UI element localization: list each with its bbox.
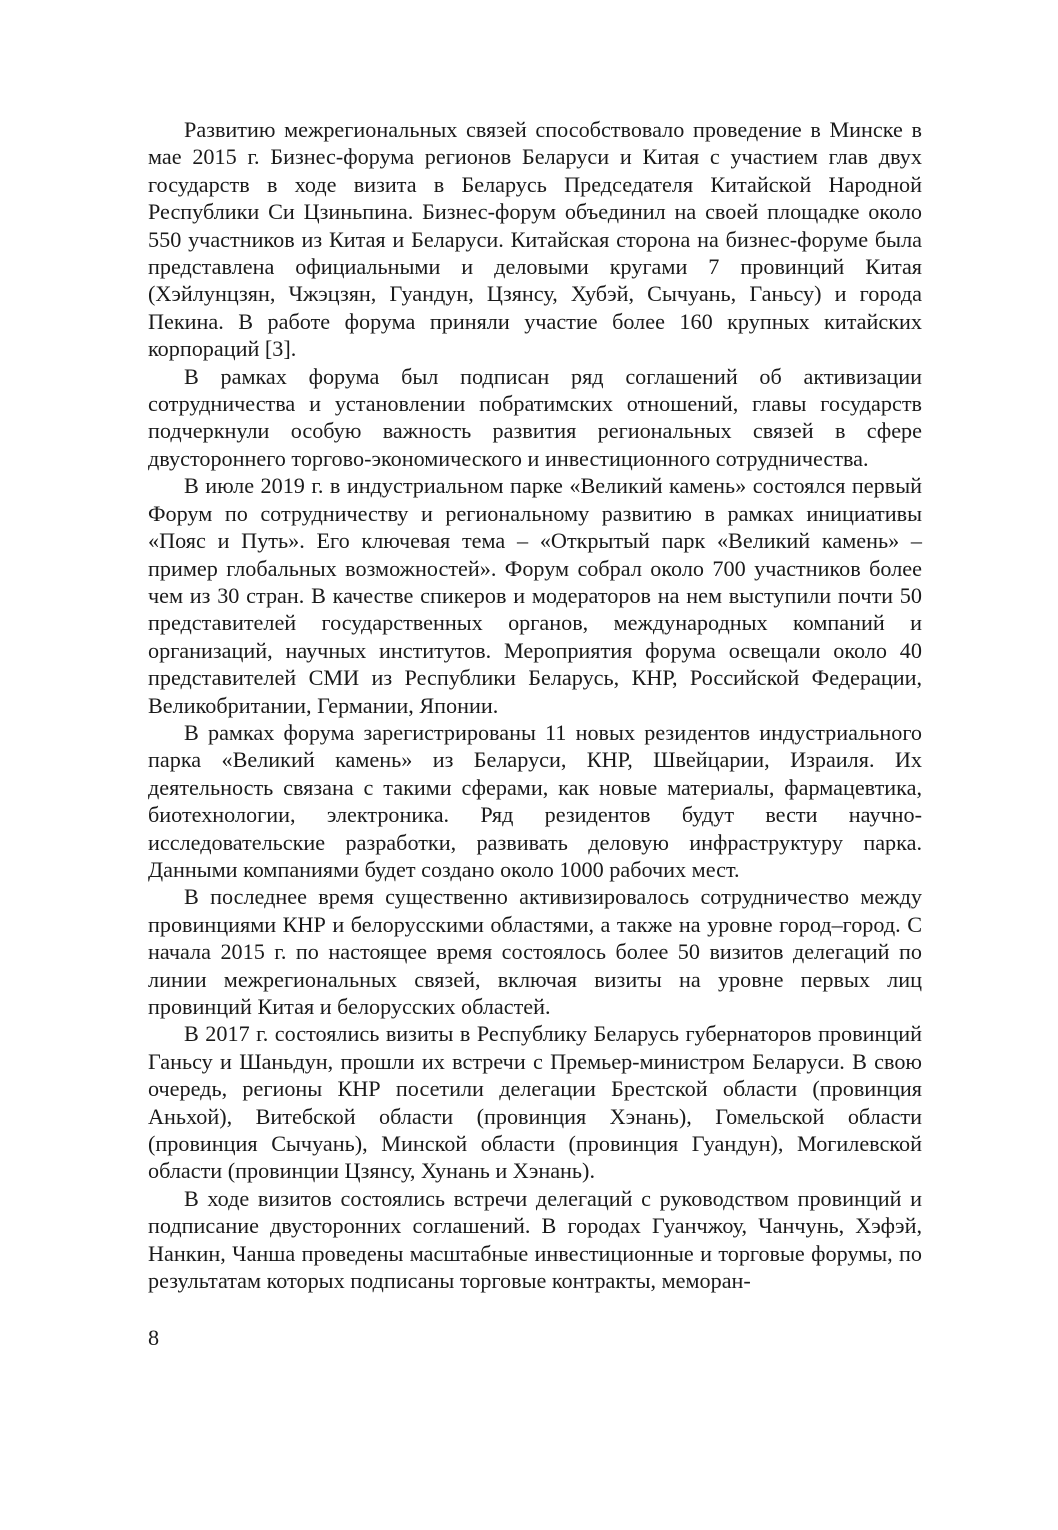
paragraph-6: В 2017 г. состоялись визиты в Республику Беларусь губернаторов провинций Ганьсу и Шаньдун, прошли их встречи с Премьер-министром Беларуси. В свою очередь, регионы КНР посетили делегации Брестской области (провинция Аньхой), Витебской области (провинция Хэнань), Гомельской области (провинция Сычуань), Минской области (провинция Гуандун), Могилевской области (провинции Цзянсу, Хунань и Хэнань). (148, 1021, 922, 1184)
page-number: 8 (148, 1325, 160, 1350)
paragraph-2: В рамках форума был подписан ряд соглашений об активизации сотрудничества и установлении побратимских отношений, главы государств подчеркнули особую важность развития региональных связей в сфере двустороннего торгово-экономического и инвестиционного сотрудничества. (148, 363, 922, 471)
paragraph-3: В июле 2019 г. в индустриальном парке «Великий камень» состоялся первый Форум по сотрудничеству и региональному развитию в рамках инициативы «Пояс и Путь». Его ключевая тема – «Открытый парк «Великий камень» – пример глобальных возможностей». Форум собрал около 700 участников более чем из 30 стран. В качестве спикеров и модераторов на нем выступили почти 50 представителей государственных органов, международных компаний и организаций, научных институтов. Мероприятия форума освещали около 40 представителей СМИ из Республики Беларусь, КНР, Российской Федерации, Великобритании, Германии, Японии. (148, 473, 922, 718)
paragraph-7: В ходе визитов состоялись встречи делегаций с руководством провинций и подписание двусторонних соглашений. В городах Гуанчжоу, Чанчунь, Хэфэй, Нанкин, Чанша проведены масштабные инвестиционные и торговые форумы, по результатам которых подписаны торговые контракты, меморан- (148, 1185, 922, 1294)
paragraph-1: Развитию межрегиональных связей способствовало проведение в Минске в мае 2015 г. Бизнес-форума регионов Беларуси и Китая с участием глав двух государств в ходе визита в Беларусь Председателя Китайской Народной Республики Си Цзиньпина. Бизнес-форум объединил на своей площадке около 550 участников из Китая и Беларуси. Китайская сторона на бизнес-форуме была представлена официальными и деловыми кругами 7 провинций Китая (Хэйлунцзян, Чжэцзян, Гуандун, Цзянсу, Хубэй, Сычуань, Ганьсу) и города Пекина. В работе форума приняли участие более 160 крупных китайских корпораций [3]. (148, 117, 922, 362)
paragraph-5: В последнее время существенно активизировалось сотрудничество между провинциями КНР и белорусскими областями, а также на уровне город–город. С начала 2015 г. по настоящее время состоялось более 50 визитов делегаций по линии межрегиональных связей, включая визиты на уровне первых лиц провинций Китая и белорусских областей. (148, 884, 922, 1019)
paragraph-4: В рамках форума зарегистрированы 11 новых резидентов индустриального парка «Великий камень» из Беларуси, КНР, Швейцарии, Израиля. Их деятельность связана с такими сферами, как новые материалы, фармацевтика, биотехнологии, электроника. Ряд резидентов будут вести научно-исследовательские разработки, развивать деловую инфраструктуру парка. Данными компаниями будет создано около 1000 рабочих мест. (148, 719, 922, 882)
body-text (148, 116, 922, 1294)
